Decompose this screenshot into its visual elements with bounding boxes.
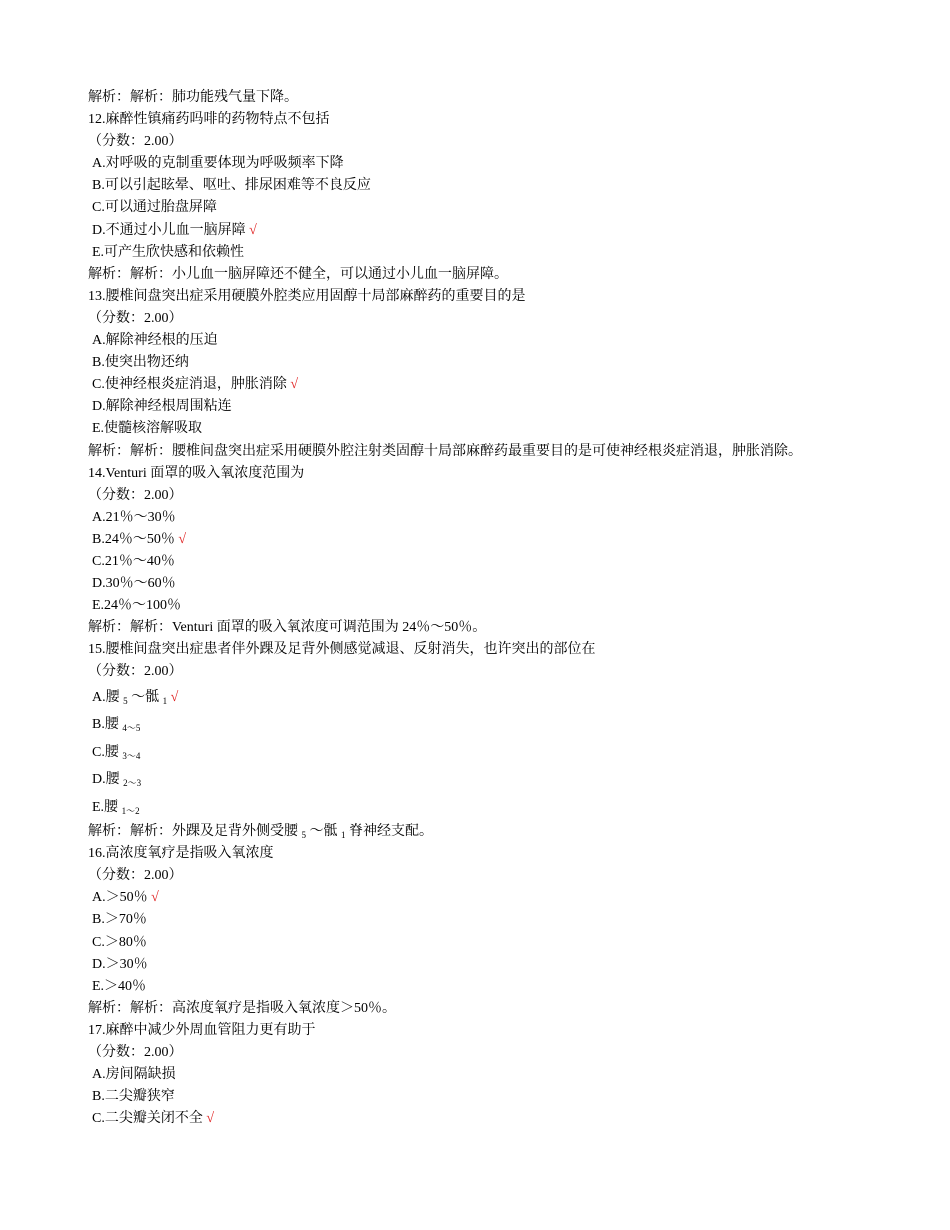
option-line [88,551,928,573]
option-text: B.24％～50％ [92,531,175,547]
explain-text: 解析：解析：高浓度氧疗是指吸入氧浓度＞50％。 [88,1000,396,1016]
score-line [88,308,928,330]
subscript: 2～3 [123,778,142,789]
option-line [88,954,928,976]
correct-check-mark: √ [174,531,187,547]
option-line [88,739,928,767]
option-text: D.腰 [92,772,124,788]
explain-text: 解析：解析：小儿血一脑屏障还不健全，可以通过小儿血一脑屏障。 [88,266,508,282]
explain-line [88,441,928,463]
option-text: B.＞70％ [92,912,147,928]
score-text: （分数：2.00） [88,664,183,680]
score-line [88,1042,928,1064]
score-text: （分数：2.00） [88,868,183,884]
option-text: C.腰 [92,744,123,760]
option-line [88,932,928,954]
correct-check-mark: √ [286,377,299,393]
option-line [88,766,928,794]
option-text: A.腰 [92,689,124,705]
option-text: A.对呼吸的克制重要体现为呼吸频率下降 [92,156,344,172]
subscript: 3～4 [122,750,141,761]
question-text: 14.Venturi 面罩的吸入氧浓度范围为 [88,465,305,481]
option-line [88,418,928,440]
option-line [88,396,928,418]
score-text: （分数：2.00） [88,134,183,150]
option-line [88,909,928,931]
option-text: E.24％～100％ [92,598,182,614]
option-text: B.二尖瓣狭窄 [92,1089,175,1105]
explain-text: 解析：解析：肺功能残气量下降。 [88,90,298,105]
option-text: C.使神经根炎症消退，肿胀消除 [92,377,287,393]
subscript: 1 [341,830,346,841]
score-line [88,661,928,683]
option-text: C.二尖瓣关闭不全 [92,1111,203,1127]
explain-line [88,821,928,843]
question-line [88,463,928,485]
option-text: C.21％～40％ [92,553,175,569]
question-line [88,843,928,865]
explain-text: 解析：解析：Venturi 面罩的吸入氧浓度可调范围为 24％～50％。 [88,620,487,636]
option-line [88,595,928,617]
option-text: D.＞30％ [92,956,148,972]
option-text: B.使突出物还纳 [92,355,189,371]
option-line [88,887,928,909]
explain-text: 解析：解析：腰椎间盘突出症采用硬膜外腔注射类固醇十局部麻醉药最重要目的是可使神经根炎症消退，肿胀消除。 [88,443,802,459]
question-line [88,286,928,308]
subscript: 5 [301,830,306,841]
option-line [88,242,928,264]
option-line [88,507,928,529]
question-text: 16.高浓度氧疗是指吸入氧浓度 [88,846,274,862]
subscript: 1 [162,695,168,706]
option-line [88,1064,928,1086]
option-text: D.30％～60％ [92,576,176,592]
option-line [88,1086,928,1108]
option-text: B.可以引起眩晕、呕吐、排尿困难等不良反应 [92,178,371,194]
explain-line [88,264,928,286]
option-text: B.腰 [92,717,123,733]
option-text: E.可产生欣快感和依赖性 [92,244,245,260]
option-text: C.可以通过胎盘屏障 [92,200,217,216]
explain-text: 解析：解析：外踝及足背外侧受腰 [88,824,302,840]
option-text: D.解除神经根周围粘连 [92,399,232,415]
explain-text: 脊神经支配。 [345,824,433,840]
option-line [88,529,928,551]
option-line [88,220,928,242]
subscript: 1～2 [121,805,140,816]
option-text: E.腰 [92,799,122,815]
option-text: A.解除神经根的压迫 [92,333,218,349]
option-line [88,175,928,197]
score-text: （分数：2.00） [88,1044,183,1060]
option-line [88,153,928,175]
explain-line [88,87,928,109]
subscript: 4～5 [122,723,141,734]
option-text: D.不通过小儿血一脑屏障 [92,222,246,238]
option-line [88,1108,928,1130]
option-line [88,794,928,822]
option-text: A.＞50％ [92,890,148,906]
question-line [88,639,928,661]
correct-check-mark: √ [167,689,179,705]
option-text: C.＞80％ [92,934,147,950]
option-line [88,976,928,998]
question-text: 17.麻醉中减少外周血管阻力更有助于 [88,1022,316,1038]
question-line [88,109,928,131]
score-line [88,131,928,153]
option-text: A.21％～30％ [92,509,176,525]
option-line [88,684,928,712]
question-text: 12.麻醉性镇痛药吗啡的药物特点不包括 [88,112,330,128]
option-text: ～骶 [127,689,163,705]
correct-check-mark: √ [245,222,257,238]
question-line [88,1020,928,1042]
subscript: 5 [123,695,128,706]
question-text: 15.腰椎间盘突出症患者伴外踝及足背外侧感觉减退、反射消失，也许突出的部位在 [88,642,596,658]
score-text: （分数：2.00） [88,310,183,326]
explain-line [88,617,928,639]
option-line [88,330,928,352]
option-line [88,374,928,396]
option-line [88,711,928,739]
score-text: （分数：2.00） [88,487,183,503]
option-text: A.房间隔缺损 [92,1067,176,1083]
option-line [88,197,928,219]
score-line [88,865,928,887]
question-text: 13.腰椎间盘突出症采用硬膜外腔类应用固醇十局部麻醉药的重要目的是 [88,288,526,304]
explain-line [88,998,928,1020]
explain-text: ～骶 [306,824,341,840]
option-text: E.＞40％ [92,978,147,994]
option-text: E.使髓核溶解吸取 [92,421,203,437]
option-line [88,573,928,595]
score-line [88,485,928,507]
correct-check-mark: √ [202,1111,215,1127]
option-line [88,352,928,374]
correct-check-mark: √ [147,890,159,906]
document-body [88,87,928,1130]
